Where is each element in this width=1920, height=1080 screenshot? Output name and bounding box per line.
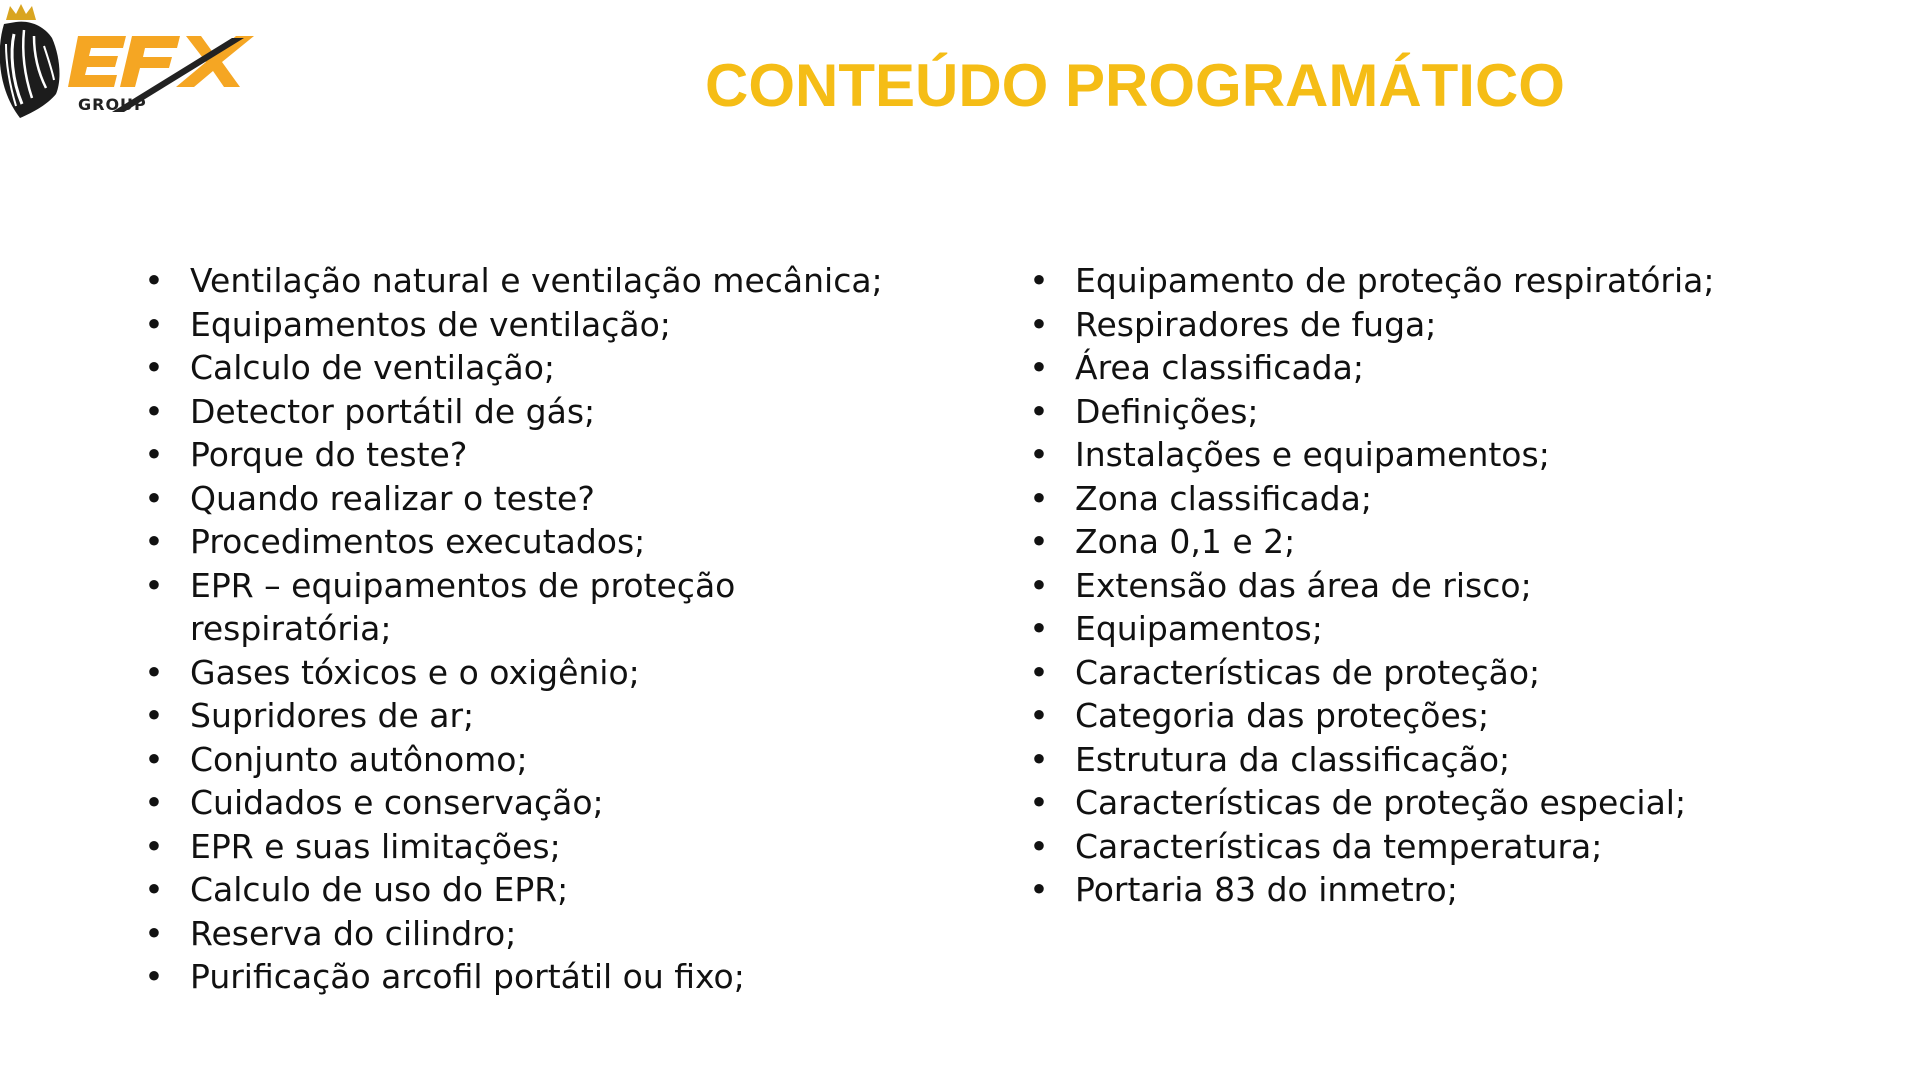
lion-head-icon [0,22,59,118]
bullet-icon: • [144,783,164,822]
bullet-icon: • [144,391,164,431]
list-item-text: Supridores de ar; [190,696,475,735]
list-item-text: Instalações e equipamentos; [1075,435,1550,474]
bullet-icon: • [144,304,164,344]
list-item [1027,477,1887,521]
list-item-text: Cuidados e conservação; [190,783,604,822]
bullet-icon: • [144,348,164,387]
list-item-text: Reserva do cilindro; [190,913,517,953]
list-item-text: Definições; [1075,391,1259,431]
list-item [142,825,992,869]
list-item-text: Procedimentos executados; [190,522,646,561]
list-item-text: Gases tóxicos e o oxigênio; [190,652,640,692]
bullet-icon: • [144,870,164,909]
list-item-text: Detector portátil de gás; [190,391,596,431]
list-item [1027,346,1887,390]
list-item [1027,259,1887,303]
bullet-icon: • [144,696,164,735]
bullet-icon: • [1029,783,1049,822]
list-item-text: Porque do teste? [190,435,468,474]
bullet-icon: • [144,435,164,474]
list-item [1027,868,1887,912]
list-item [1027,607,1887,651]
list-item-text: EPR – equipamentos de proteção [190,565,736,605]
bullet-icon: • [144,739,164,779]
list-item-text: Quando realizar o teste? [190,478,595,518]
list-item [142,346,992,390]
list-item [142,868,992,912]
list-item-text: Conjunto autônomo; [190,739,528,779]
bullet-icon: • [1029,565,1049,605]
list-item [1027,520,1887,564]
bullet-icon: • [144,261,164,300]
bullet-icon: • [1029,391,1049,431]
list-item-text: Estrutura da classificação; [1075,739,1511,779]
list-item-text: Características de proteção especial; [1075,783,1687,822]
bullet-icon: • [1029,435,1049,474]
bullet-icon: • [1029,522,1049,561]
bullet-icon: • [144,957,164,996]
bullet-icon: • [144,913,164,953]
list-item-text: Portaria 83 do inmetro; [1075,870,1458,909]
bullet-icon: • [1029,348,1049,387]
list-item [142,433,992,477]
list-item [142,651,992,695]
list-item [142,477,992,521]
list-item-text: Equipamento de proteção respiratória; [1075,261,1715,300]
list-item-text: Calculo de uso do EPR; [190,870,569,909]
list-item-text: Equipamentos de ventilação; [190,304,671,344]
bullet-icon: • [1029,652,1049,692]
bullet-icon: • [1029,304,1049,344]
list-item-text: Zona classificada; [1075,478,1372,518]
list-item [142,390,992,434]
list-item [142,955,992,999]
list-item-text: Respiradores de fuga; [1075,304,1437,344]
list-item-text: Equipamentos; [1075,609,1323,648]
list-item [142,694,992,738]
bullet-icon: • [1029,826,1049,866]
list-item [1027,303,1887,347]
list-item [1027,651,1887,695]
list-item [142,520,992,564]
list-item [142,259,992,303]
list-item-text: Categoria das proteções; [1075,696,1490,735]
bullet-icon: • [1029,609,1049,648]
list-item-text: Extensão das área de risco; [1075,565,1532,605]
list-item [142,564,992,608]
list-item [1027,390,1887,434]
list-item [1027,564,1887,608]
page-title: CONTEÚDO PROGRAMÁTICO [705,52,1565,119]
list-item [1027,694,1887,738]
bullet-icon: • [1029,739,1049,779]
list-item [142,912,992,956]
crown-icon [6,4,36,20]
bullet-icon: • [144,652,164,692]
left-topic-list [142,259,992,999]
list-item-text: Zona 0,1 e 2; [1075,522,1296,561]
list-item-text: Características de proteção; [1075,652,1541,692]
list-item [142,738,992,782]
list-item-text: EPR e suas limitações; [190,826,561,866]
list-item-continuation [142,607,992,651]
list-item-text: Purificação arcofil portátil ou fixo; [190,957,745,996]
list-item-text: Ventilação natural e ventilação mecânica; [190,261,883,300]
right-topic-list [1027,259,1887,912]
bullet-icon: • [1029,478,1049,518]
list-item-text: Características da temperatura; [1075,826,1603,866]
bullet-icon: • [144,522,164,561]
efx-group-logo [0,0,270,125]
bullet-icon: • [1029,261,1049,300]
list-item-text: Calculo de ventilação; [190,348,555,387]
bullet-icon: • [1029,696,1049,735]
bullet-icon: • [144,826,164,866]
list-item [1027,433,1887,477]
bullet-icon: • [1029,870,1049,909]
list-item [142,781,992,825]
logo-group-text: GROUP [78,95,147,114]
list-item-text: respiratória; [190,609,392,648]
list-item-text: Área classificada; [1075,348,1364,387]
list-item [1027,781,1887,825]
list-item [1027,738,1887,782]
list-item [142,303,992,347]
bullet-icon: • [144,478,164,518]
bullet-icon: • [144,565,164,605]
list-item [1027,825,1887,869]
